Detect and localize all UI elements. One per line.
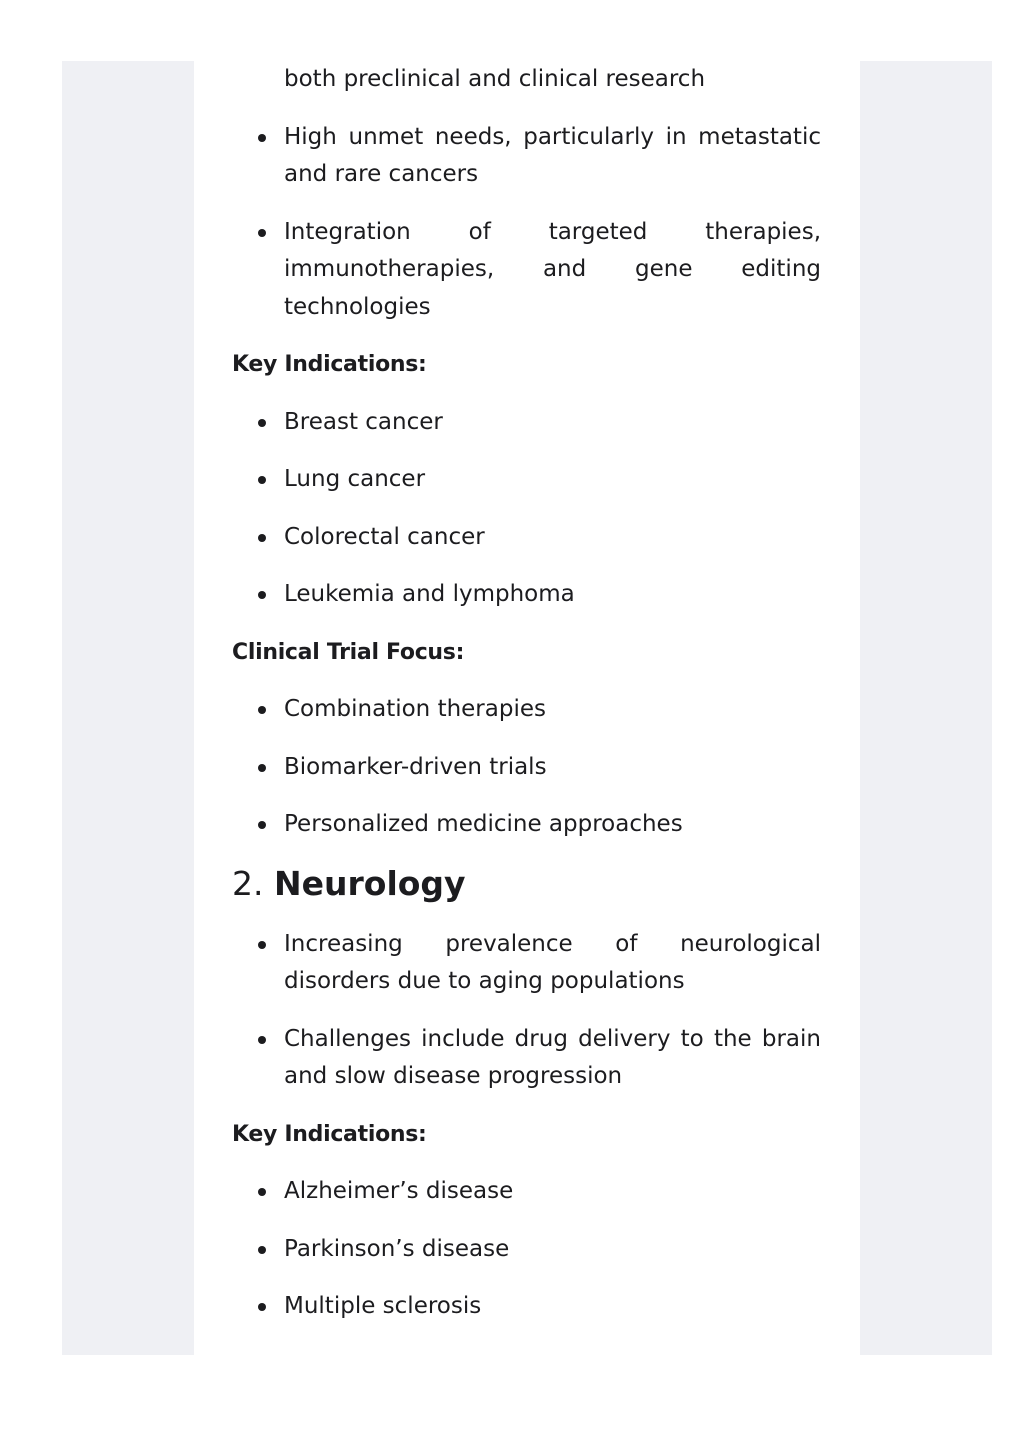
bullet-icon <box>258 229 266 237</box>
list-item: Alzheimer’s disease <box>232 1173 821 1211</box>
list-item: Integration of targeted therapies, immunotherapies, and gene editing technologies <box>232 214 821 327</box>
bullet-icon <box>258 419 266 427</box>
bullet-icon <box>258 134 266 142</box>
bullet-icon <box>258 1188 266 1196</box>
bullet-icon <box>258 1303 266 1311</box>
list-item: Combination therapies <box>232 691 821 729</box>
section-title: Neurology <box>274 863 466 903</box>
bullet-icon <box>258 1246 266 1254</box>
clinical-trial-focus-heading: Clinical Trial Focus: <box>232 639 465 665</box>
list-item: Parkinson’s disease <box>232 1231 821 1269</box>
bullet-icon <box>258 591 266 599</box>
section-number: 2. <box>232 863 264 903</box>
list-item: Colorectal cancer <box>232 519 821 557</box>
list-item: Multiple sclerosis <box>232 1288 821 1326</box>
list-item: both preclinical and clinical research <box>284 66 706 92</box>
list-item: Lung cancer <box>232 461 821 499</box>
list-item: Increasing prevalence of neurological disorders due to aging populations <box>232 926 821 1001</box>
trial-focus-list <box>232 691 821 844</box>
document-content <box>232 61 821 1346</box>
list-item: High unmet needs, particularly in metastatic and rare cancers <box>232 119 821 194</box>
key-indications-heading: Key Indications: <box>232 1121 427 1147</box>
bullet-icon <box>258 1036 266 1044</box>
right-margin-panel <box>860 61 992 1355</box>
neurology-indications-list <box>232 1173 821 1326</box>
list-item: Leukemia and lymphoma <box>232 576 821 614</box>
bullet-icon <box>258 534 266 542</box>
neurology-intro-list <box>232 926 821 1096</box>
list-item: Breast cancer <box>232 404 821 442</box>
bullet-icon <box>258 941 266 949</box>
oncology-intro-list <box>232 61 821 326</box>
list-item: Biomarker-driven trials <box>232 749 821 787</box>
key-indications-heading: Key Indications: <box>232 352 427 377</box>
bullet-icon <box>258 706 266 714</box>
list-item: Personalized medicine approaches <box>232 806 821 844</box>
bullet-icon <box>258 764 266 772</box>
section-heading-neurology <box>232 864 821 904</box>
bullet-icon <box>258 821 266 829</box>
bullet-icon <box>258 476 266 484</box>
oncology-indications-list <box>232 404 821 614</box>
left-margin-panel <box>62 61 194 1355</box>
list-item: Challenges include drug delivery to the brain and slow disease progression <box>232 1021 821 1096</box>
